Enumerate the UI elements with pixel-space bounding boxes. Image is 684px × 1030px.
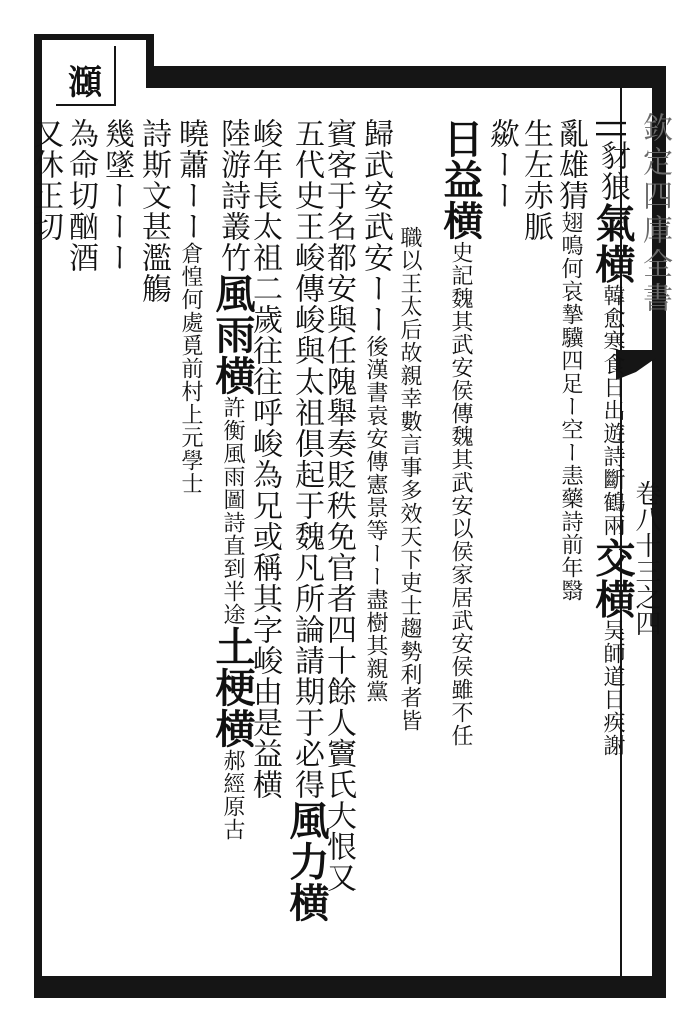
text-column-2 [553,118,588,602]
column-14-segment-1: 幾墜ーーー [99,118,134,273]
column-3-segment-1: 生左赤脈 [518,118,553,242]
text-column-3 [518,118,553,242]
column-1-segment-6: 交横 [589,537,636,620]
column-11-segment-3: 許衡風雨圖詩直到半途 [220,396,245,626]
column-1-segment-2: | [595,129,630,141]
column-11-segment-2: 風雨横 [209,273,256,396]
column-2-segment-2: 翅鳴何哀摯驥四足ー空ー [558,211,583,464]
text-column-12 [173,118,208,495]
column-7-segment-1: 歸武安武安ーー [358,118,393,335]
text-column-7 [358,118,393,703]
text-column-5 [437,118,484,747]
column-12-segment-2: 倉惶何處覓前村 [178,242,203,403]
column-11-segment-4: 土梗横 [209,626,256,749]
rhyme-head: 㶊 [68,62,102,103]
text-column-14 [99,118,134,273]
text-column-4 [484,118,519,211]
column-8-segment-1: 賓客于名都安與任隗舉奏貶秩免官者四十餘人竇氏大恨又 [321,118,356,893]
frame-notch-vertical [146,34,154,88]
text-column-9 [283,118,330,923]
inner-rule-box-right [114,46,116,106]
frame-bottom [34,976,666,998]
text-column-11 [209,118,256,841]
column-12-segment-1: 曉蕭ーー [173,118,208,242]
column-11-segment-1: 陸游詩叢竹 [215,118,250,273]
column-5-segment-1: 日益横 [437,118,484,241]
column-16-segment-1: 又休正切 [28,118,63,242]
text-column-15 [63,118,98,273]
column-2-segment-3: 恚藥詩前年翳 [558,464,583,602]
column-11-segment-5: 郝經原古 [220,749,245,841]
column-9-segment-1: 五代史王峻傳峻與太祖俱起于魏凡所論請期于必得 [289,118,324,800]
frame-top-right [150,66,666,88]
column-1-segment-3: 豺狼 [595,140,630,203]
text-column-1 [589,118,636,758]
column-1-segment-5: 韓愈寒食日出遊詩斷鶴兩 [600,284,625,538]
column-9-segment-2: 風力横 [283,800,330,923]
text-column-13 [136,118,171,304]
column-15-segment-1: 為命切 [63,118,98,211]
juan-number: 卷八十三之四 [631,480,661,636]
column-2-segment-1: 亂雄猜 [553,118,588,211]
header-title: 欽定四庫全書 [637,112,672,316]
column-7-segment-2: 後漢書袁安傳憲景等ーー盡樹其親黨 [363,335,388,703]
column-15-segment-2: 酗酒 [63,211,98,273]
column-4-segment-1: 歘ーー [484,118,519,211]
text-column-6 [398,226,420,732]
column-5-segment-2: 史記魏其武安侯傳魏其武安以侯家居武安侯雖不任 [448,241,473,747]
column-12-segment-3: 上元學士 [178,403,203,495]
column-1-segment-4: 氣横 [589,202,636,285]
column-13-segment-1: 詩斯文甚濫觴 [136,118,171,304]
column-10-segment-1: 峻年長太祖二歲往往呼峻為兄或稱其字峻由是益横 [247,118,282,800]
text-column-8 [321,118,356,893]
column-1-segment-1: | [595,118,630,130]
column-6-segment-1: 職以王太后故親幸數言事多效天下吏士趨勢利者皆 [397,226,422,732]
frame-top-left [34,34,154,40]
text-column-16 [28,118,63,242]
column-1-segment-7: 吴師道日疾謝 [600,619,625,758]
